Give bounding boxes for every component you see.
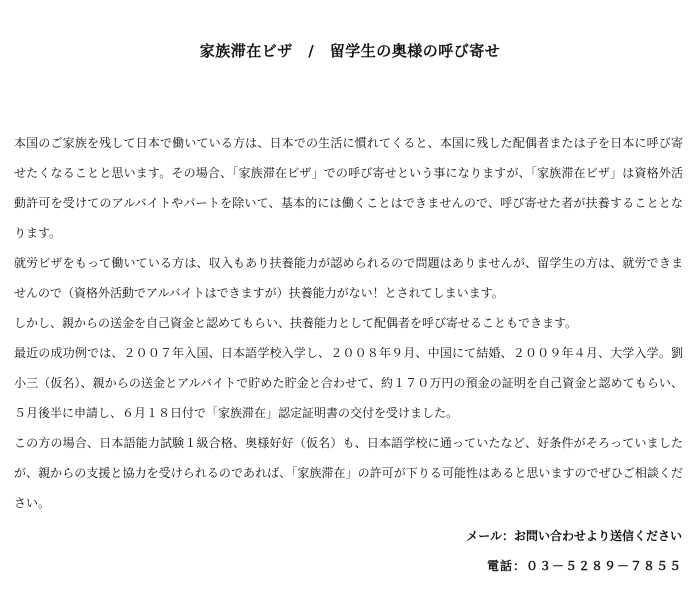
paragraph-family-visa-intro: 本国のご家族を残して日本で働いている方は、日本での生活に慣れてくると、本国に残した配偶者または子を日本に呼び寄せたくなることと思います。その場合、「家族滞在ビザ」での呼び寄せという事になりますが、「家族滞在ビザ」は資格外活動許可を受けてのアルバイトやパートを除いて、基本的には働くことはできませんので、呼び寄せた者が扶養することとなります。 bbox=[14, 136, 683, 240]
paragraph-success-case: 最近の成功例では、２００７年入国、日本語学校入学し、２００８年９月、中国にて結婚、２００９年４月、大学入学。劉小三（仮名）、親からの送金とアルバイトで貯めた貯金と合わせて、約１７０万円の預金の証明を自己資金と認めてもらい、５月後半に申請し、６月１８日付で「家族滞在」認定証明書の交付を受けました。 bbox=[14, 346, 683, 420]
paragraph-conditions-consult: この方の場合、日本語能力試験１級合格、奥様好好（仮名）も、日本語学校に通っていたなど、好条件がそろっていましたが、親からの支援と協力を受けられるのであれば、「家族滞在」の許可が下りる可能性はあると思いますのでぜひご相談ください。 bbox=[14, 436, 683, 510]
page-title: 家族滞在ビザ / 留学生の奥様の呼び寄せ bbox=[199, 42, 501, 60]
contact-phone: 電話：０３－５２８９－７８５５ bbox=[486, 559, 682, 573]
paragraph-work-visa-vs-student: 就労ビザをもって働いている方は、収入もあり扶養能力が認められるので問題はありませんが、留学生の方は、就労できませんので（資格外活動でアルバイトはできますが）扶養能力がない！とされてしまいます。 bbox=[14, 256, 683, 300]
paragraph-parent-remittance: しかし、親からの送金を自己資金と認めてもらい、扶養能力として配偶者を呼び寄せることもできます。 bbox=[14, 316, 578, 330]
article-body bbox=[14, 128, 683, 518]
contact-mail: メール：お問い合わせより送信ください bbox=[466, 529, 682, 543]
